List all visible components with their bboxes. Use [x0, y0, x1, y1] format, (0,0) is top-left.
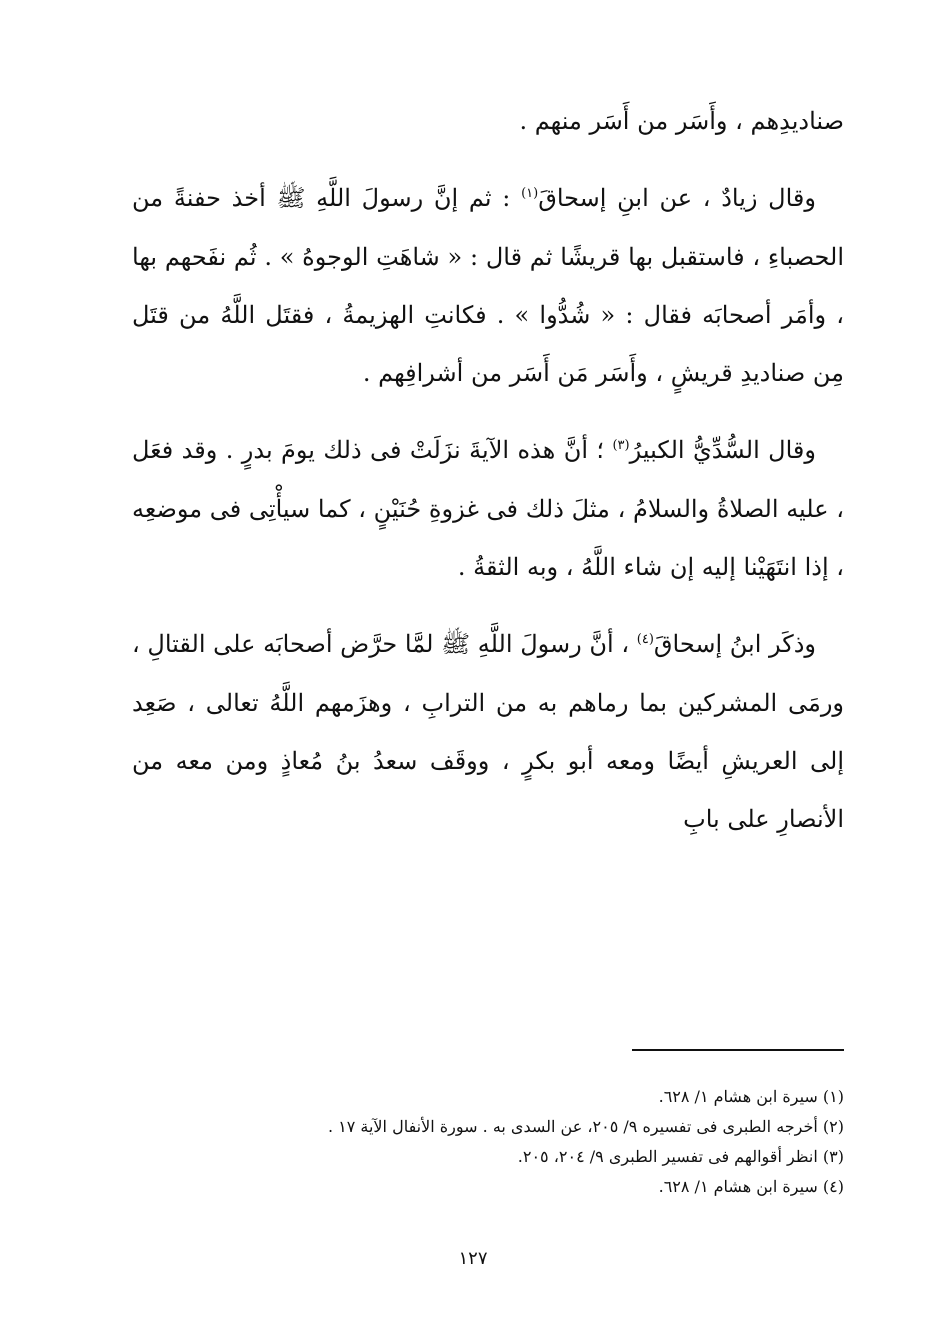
footnote-4: (٤) سيرة ابن هشام ١/ ٦٢٨.	[658, 1177, 844, 1196]
paragraph-2-text: وقال زيادٌ ، عن ابنِ إسحاقَ	[538, 184, 816, 213]
footnote-ref-4: (٤)	[636, 632, 654, 648]
paragraph-2	[132, 169, 844, 402]
paragraph-2-text-cont: : ثم إنَّ رسولَ اللَّهِ ﷺ أخذ حفنةً من الحصباءِ ، فاستقبل بها قريشًا ثم قال : « شاهَتِ الوجوهُ » . ثُم نفَحهم بها ، وأمَر أصحابَه فقال : « شُدُّوا » . فكانتِ الهزيمةُ ، فقتَل اللَّهُ من قتَل مِن صناديدِ قريشٍ ، وأَسَر مَن أَسَر من أشرافِهم .	[132, 184, 844, 388]
paragraph-1	[132, 92, 844, 150]
footnote-ref-2: (٣)	[612, 438, 630, 454]
footnotes	[132, 1082, 844, 1202]
paragraph-4	[132, 615, 844, 848]
paragraph-3-text: وقال السُّدِّيُّ الكبيرُ	[629, 436, 816, 465]
main-text	[132, 92, 844, 868]
paragraph-4-text-cont: ، أنَّ رسولَ اللَّهِ ﷺ لمَّا حرَّض أصحابَه على القتالِ ، ورمَى المشركين بما رماهم به من الترابِ ، وهزَمهم اللَّهُ تعالى ، صَعِد إلى العريشِ أيضًا ومعه أبو بكرٍ ، ووقَف سعدُ بنُ مُعاذٍ ومن معه من الأنصارِ على بابِ	[132, 630, 844, 834]
footnote-ref-1: (١)	[521, 186, 539, 202]
footnote-3: (٣) انظر أقوالهم فى تفسير الطبرى ٩/ ٢٠٤، ٢٠٥.	[517, 1147, 844, 1166]
paragraph-4-text: وذكَر ابنُ إسحاقَ	[653, 630, 816, 659]
footnote-1: (١) سيرة ابن هشام ١/ ٦٢٨.	[658, 1087, 844, 1106]
paragraph-3	[132, 421, 844, 596]
paragraph-3-text-cont: ؛ أنَّ هذه الآيةَ نزَلَتْ فى ذلك يومَ بدرٍ . وقد فعَل ، عليه الصلاةُ والسلامُ ، مثلَ ذلك فى غزوةِ حُنَيْنٍ ، كما سيأْتِى فى موضعِه ، إذا انتَهَيْنا إليه إن شاء اللَّهُ ، وبه الثقةُ .	[132, 436, 844, 582]
page-number: ١٢٧	[458, 1248, 488, 1269]
footnote-2: (٢) أخرجه الطبرى فى تفسيره ٩/ ٢٠٥، عن السدى به . سورة الأنفال الآية ١٧ .	[327, 1117, 844, 1136]
footnote-separator	[632, 1049, 844, 1051]
paragraph-1-text: صناديدِهم ، وأَسَر من أَسَر منهم .	[519, 107, 844, 135]
